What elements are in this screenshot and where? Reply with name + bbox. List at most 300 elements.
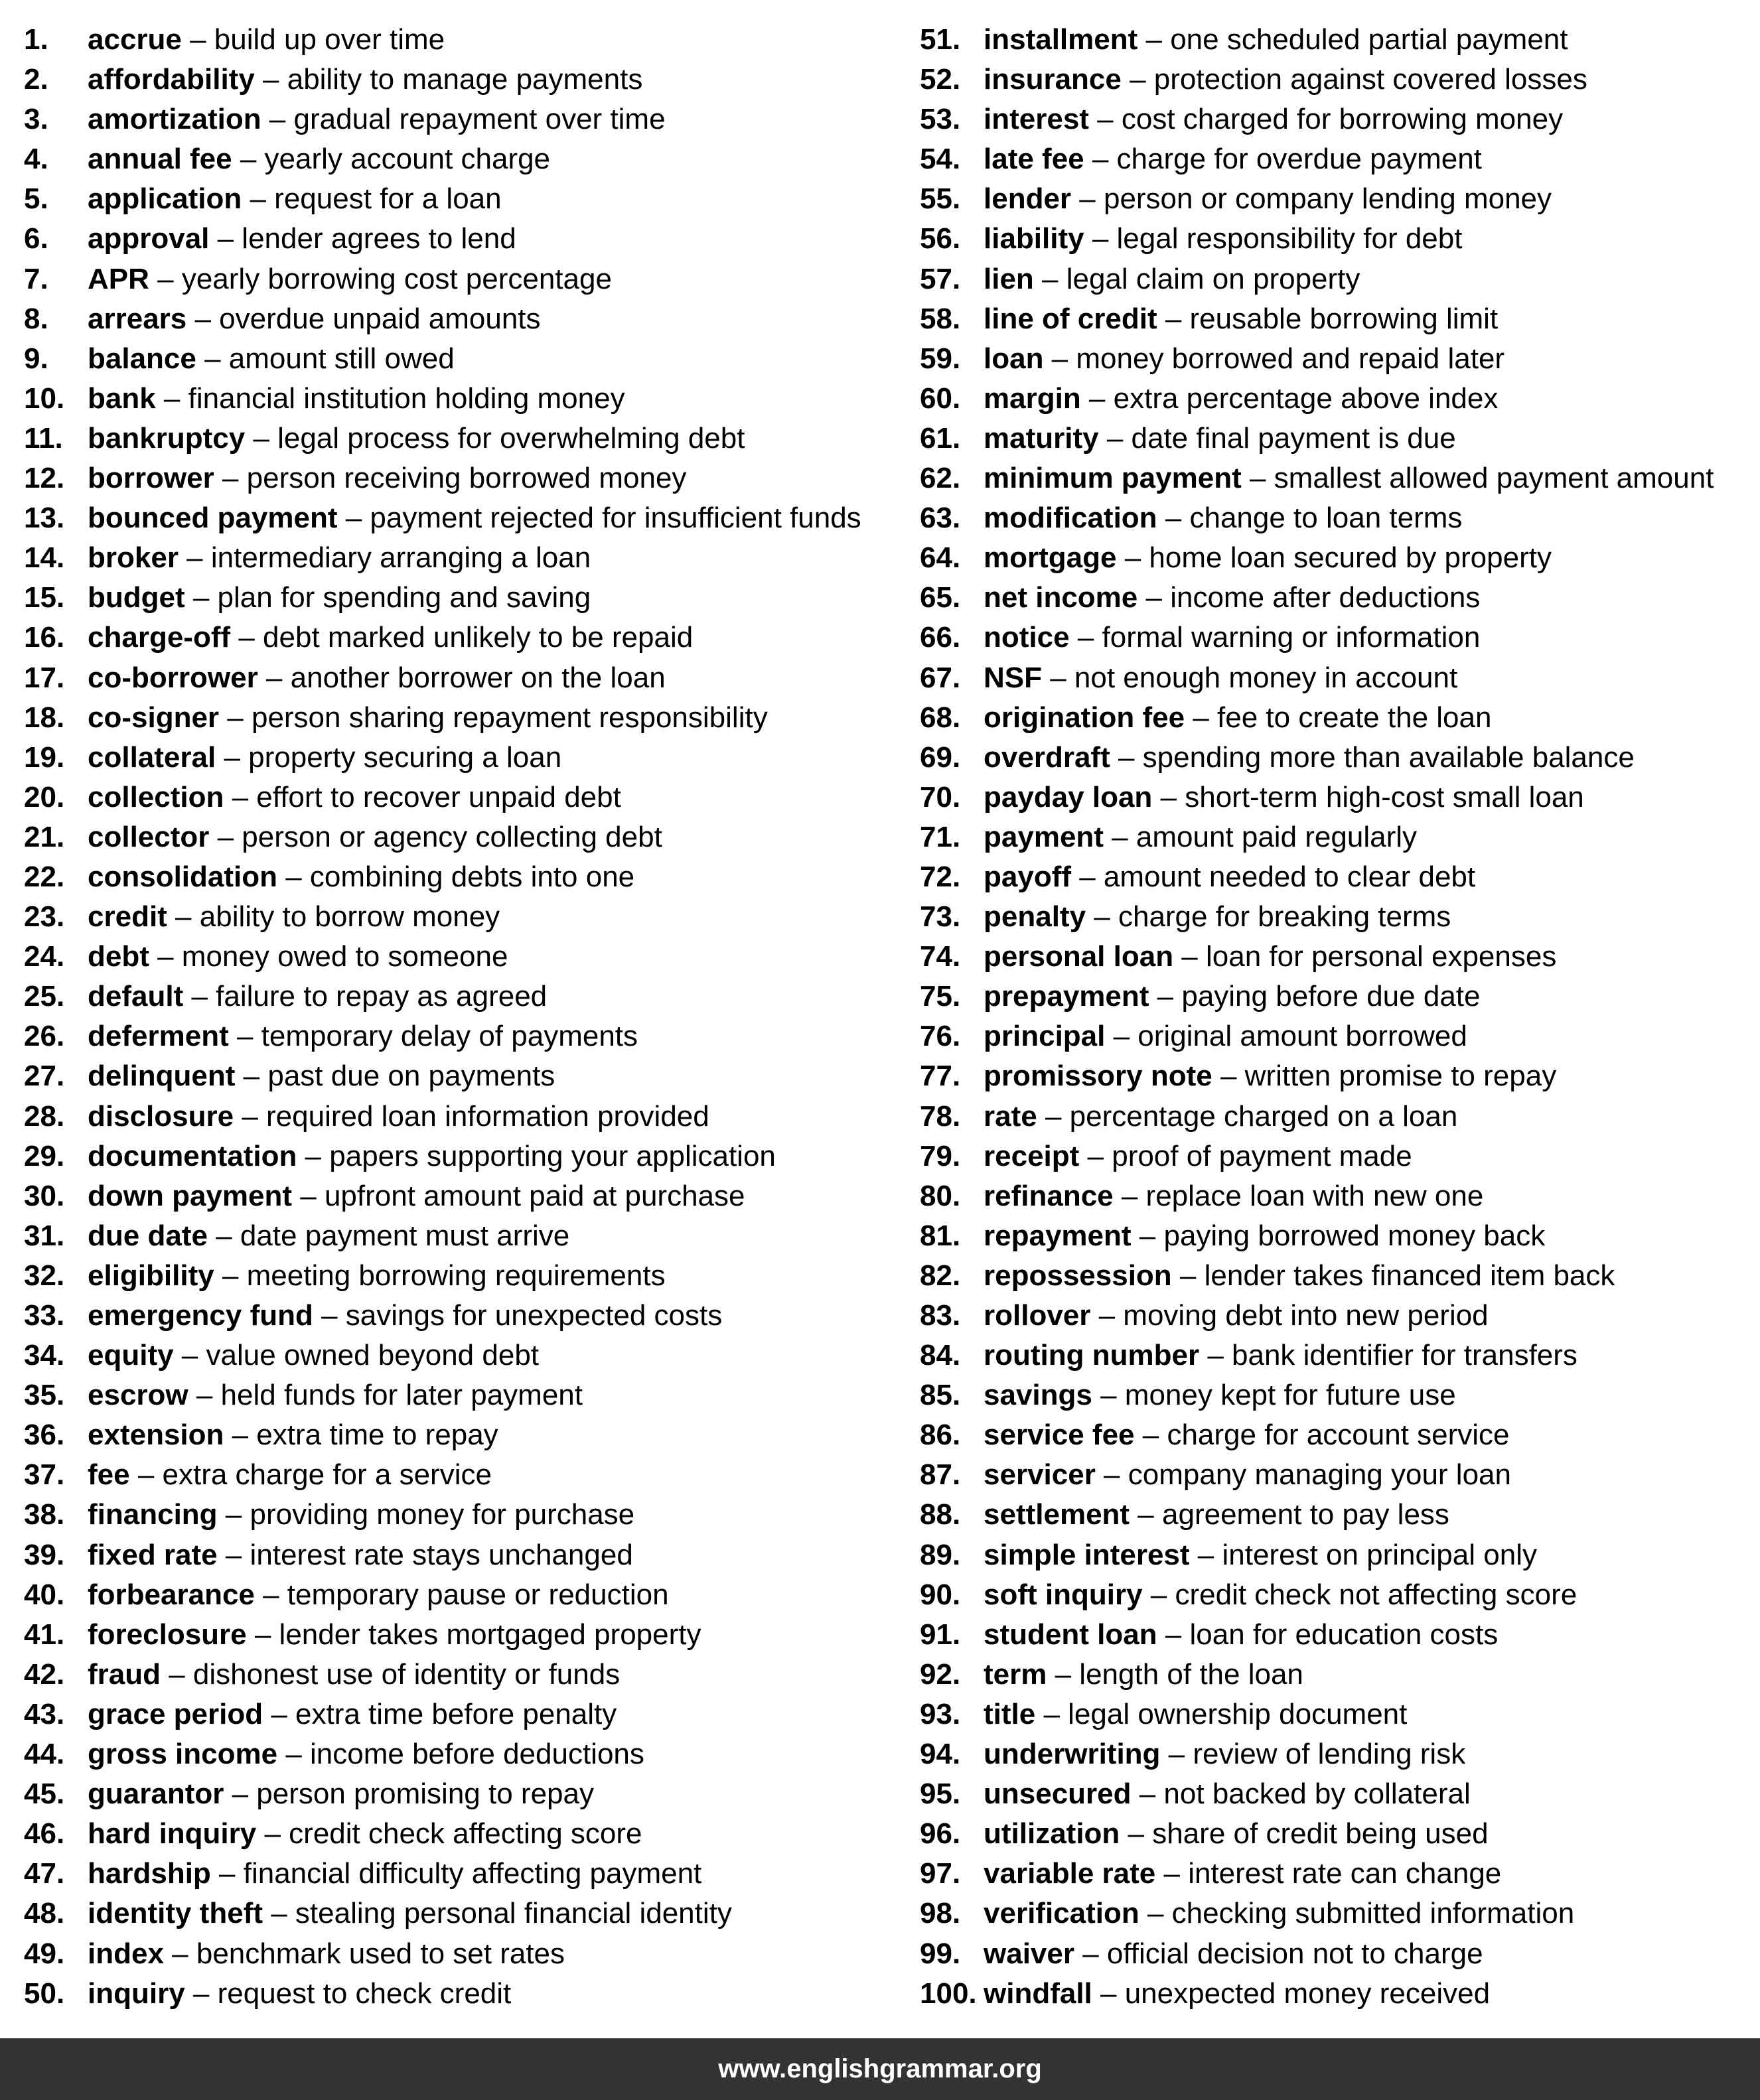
- item-term: title: [984, 1697, 1036, 1730]
- item-text: [984, 379, 1498, 419]
- item-text: [984, 419, 1456, 458]
- item-number: 88.: [920, 1498, 961, 1531]
- item-number: 61.: [920, 421, 961, 455]
- item-number: 43.: [24, 1697, 65, 1730]
- item-term: APR: [88, 262, 149, 295]
- list-item: [920, 1774, 1760, 1814]
- item-term: payoff: [984, 860, 1071, 893]
- item-definition: – unexpected money received: [1092, 1977, 1491, 2010]
- item-term: eligibility: [88, 1259, 214, 1292]
- list-item: [920, 259, 1760, 299]
- item-term: grace period: [88, 1697, 263, 1730]
- item-definition: – review of lending risk: [1160, 1738, 1466, 1771]
- item-term: overdraft: [984, 740, 1110, 774]
- item-definition: – debt marked unlikely to be repaid: [230, 621, 694, 654]
- item-number: 36.: [24, 1419, 65, 1452]
- item-term: soft inquiry: [984, 1578, 1143, 1611]
- item-definition: – protection against covered losses: [1121, 63, 1587, 96]
- item-term: arrears: [88, 302, 187, 335]
- item-text: [984, 1814, 1489, 1854]
- item-number: 37.: [24, 1458, 65, 1492]
- item-term: escrow: [88, 1379, 188, 1412]
- item-text: [984, 1455, 1511, 1495]
- item-term: disclosure: [88, 1099, 234, 1133]
- item-definition: – overdue unpaid amounts: [186, 302, 541, 335]
- item-definition: – person receiving borrowed money: [214, 462, 687, 495]
- item-text: [984, 618, 1480, 658]
- item-definition: – financial difficulty affecting payment: [210, 1857, 702, 1890]
- item-term: refinance: [984, 1179, 1114, 1212]
- item-text: [88, 1137, 776, 1176]
- item-number: 73.: [920, 900, 961, 934]
- item-term: waiver: [984, 1937, 1074, 1970]
- item-number: 35.: [24, 1379, 65, 1412]
- item-text: [984, 578, 1480, 618]
- item-number: 46.: [24, 1817, 65, 1851]
- item-term: simple interest: [984, 1538, 1190, 1571]
- item-term: promissory note: [984, 1060, 1212, 1093]
- list-item: [920, 1734, 1760, 1774]
- item-term: balance: [88, 342, 196, 375]
- item-number: 98.: [920, 1897, 961, 1930]
- item-number: 3.: [24, 103, 48, 136]
- list-item: [920, 1854, 1760, 1894]
- item-text: [984, 1734, 1465, 1774]
- item-number: 67.: [920, 661, 961, 694]
- item-number: 16.: [24, 621, 65, 654]
- item-term: index: [88, 1937, 164, 1970]
- item-text: [88, 698, 768, 738]
- item-term: rollover: [984, 1299, 1091, 1332]
- item-number: 96.: [920, 1817, 961, 1851]
- list-item: [24, 100, 904, 139]
- list-item: [920, 658, 1760, 698]
- item-text: [88, 1615, 701, 1655]
- item-term: broker: [88, 541, 179, 575]
- item-number: 26.: [24, 1020, 65, 1053]
- item-definition: – money owed to someone: [149, 940, 508, 973]
- item-definition: – combining debts into one: [277, 860, 635, 893]
- list-item: [24, 1894, 904, 1933]
- item-definition: – cost charged for borrowing money: [1088, 103, 1564, 136]
- item-number: 38.: [24, 1498, 65, 1531]
- item-definition: – money borrowed and repaid later: [1043, 342, 1505, 375]
- item-number: 22.: [24, 860, 65, 893]
- item-number: 91.: [920, 1618, 961, 1651]
- item-text: [984, 100, 1563, 139]
- item-text: [88, 1375, 583, 1415]
- item-text: [88, 20, 445, 60]
- item-term: emergency fund: [88, 1299, 313, 1332]
- list-item: [24, 1615, 904, 1655]
- item-text: [88, 578, 591, 618]
- list-item: [24, 1814, 904, 1854]
- list-item: [24, 1455, 904, 1495]
- item-definition: – length of the loan: [1047, 1657, 1303, 1691]
- item-term: service fee: [984, 1419, 1135, 1452]
- item-definition: – change to loan terms: [1157, 502, 1463, 535]
- item-number: 89.: [920, 1538, 961, 1571]
- item-number: 95.: [920, 1778, 961, 1811]
- list-item: [920, 1455, 1760, 1495]
- footer-url[interactable]: www.englishgrammar.org: [0, 2038, 1760, 2100]
- item-term: payment: [984, 820, 1104, 853]
- item-number: 74.: [920, 940, 961, 973]
- item-number: 6.: [24, 222, 48, 255]
- item-text: [984, 1655, 1303, 1695]
- item-text: [88, 60, 642, 100]
- item-definition: – effort to recover unpaid debt: [224, 780, 621, 813]
- item-text: [88, 1336, 539, 1375]
- item-number: 80.: [920, 1179, 961, 1212]
- item-number: 29.: [24, 1139, 65, 1172]
- list-item: [24, 977, 904, 1016]
- list-item: [920, 498, 1760, 538]
- item-text: [88, 1695, 617, 1734]
- item-number: 11.: [24, 421, 63, 455]
- item-definition: – plan for spending and saving: [184, 581, 591, 614]
- list-item: [24, 299, 904, 339]
- item-text: [88, 1894, 732, 1933]
- item-term: budget: [88, 581, 185, 614]
- item-definition: – dishonest use of identity or funds: [161, 1657, 621, 1691]
- item-definition: – official decision not to charge: [1074, 1937, 1483, 1970]
- item-number: 82.: [920, 1259, 961, 1292]
- item-number: 70.: [920, 780, 961, 813]
- item-number: 69.: [920, 740, 961, 774]
- item-number: 90.: [920, 1578, 961, 1611]
- item-definition: – intermediary arranging a loan: [178, 541, 591, 575]
- list-item: [920, 857, 1760, 897]
- item-number: 68.: [920, 701, 961, 734]
- item-definition: – agreement to pay less: [1130, 1498, 1449, 1531]
- list-item: [24, 1495, 904, 1535]
- list-item: [24, 1575, 904, 1615]
- item-term: utilization: [984, 1817, 1120, 1851]
- item-text: [88, 1974, 511, 2014]
- list-item: [24, 1734, 904, 1774]
- item-number: 53.: [920, 103, 961, 136]
- item-text: [984, 658, 1457, 698]
- item-term: hard inquiry: [88, 1817, 257, 1851]
- item-definition: – legal responsibility for debt: [1084, 222, 1463, 255]
- item-definition: – meeting borrowing requirements: [214, 1259, 666, 1292]
- item-text: [984, 60, 1587, 100]
- list-item: [920, 1974, 1760, 2014]
- item-term: amortization: [88, 103, 261, 136]
- item-number: 15.: [24, 581, 65, 614]
- item-text: [88, 1575, 669, 1615]
- list-item: [920, 1655, 1760, 1695]
- list-item: [920, 738, 1760, 778]
- item-definition: – payment rejected for insufficient funds: [337, 502, 861, 535]
- item-number: 64.: [920, 541, 961, 575]
- item-definition: – person promising to repay: [224, 1778, 594, 1811]
- item-number: 66.: [920, 621, 961, 654]
- item-term: principal: [984, 1020, 1106, 1053]
- item-definition: – legal claim on property: [1033, 262, 1360, 295]
- item-term: penalty: [984, 900, 1086, 934]
- list-item: [920, 937, 1760, 977]
- item-number: 54.: [920, 143, 961, 176]
- item-text: [984, 1575, 1577, 1615]
- item-term: deferment: [88, 1020, 229, 1053]
- item-term: net income: [984, 581, 1138, 614]
- item-text: [984, 179, 1552, 219]
- item-number: 10.: [24, 382, 65, 415]
- list-item: [24, 458, 904, 498]
- item-definition: – interest rate stays unchanged: [217, 1538, 633, 1571]
- list-item: [920, 897, 1760, 937]
- item-text: [88, 937, 508, 977]
- item-term: collector: [88, 820, 210, 853]
- list-item: [920, 299, 1760, 339]
- item-term: extension: [88, 1419, 224, 1452]
- item-definition: – ability to borrow money: [167, 900, 500, 934]
- item-text: [88, 1056, 555, 1096]
- item-term: delinquent: [88, 1060, 236, 1093]
- item-definition: – formal warning or information: [1069, 621, 1481, 654]
- item-number: 42.: [24, 1657, 65, 1691]
- item-definition: – income after deductions: [1137, 581, 1481, 614]
- item-definition: – person or company lending money: [1071, 182, 1552, 216]
- item-term: credit: [88, 900, 167, 934]
- item-term: charge-off: [88, 621, 231, 654]
- list-item: [920, 1894, 1760, 1933]
- list-item: [920, 618, 1760, 658]
- item-definition: – checking submitted information: [1139, 1897, 1575, 1930]
- item-term: repayment: [984, 1219, 1132, 1252]
- item-text: [984, 1016, 1467, 1056]
- list-item: [24, 778, 904, 817]
- item-definition: – lender agrees to lend: [209, 222, 516, 255]
- item-definition: – income before deductions: [277, 1738, 644, 1771]
- list-item: [920, 698, 1760, 738]
- item-number: 58.: [920, 302, 961, 335]
- list-item: [920, 977, 1760, 1016]
- item-number: 99.: [920, 1937, 961, 1970]
- list-item: [24, 379, 904, 419]
- item-text: [88, 857, 634, 897]
- glossary-column-left: [24, 20, 904, 2014]
- item-term: insurance: [984, 63, 1122, 96]
- list-item: [24, 897, 904, 937]
- list-item: [24, 1375, 904, 1415]
- item-text: [984, 1894, 1574, 1933]
- item-text: [984, 458, 1714, 498]
- item-definition: – company managing your loan: [1095, 1458, 1511, 1492]
- item-definition: – yearly account charge: [232, 143, 551, 176]
- item-definition: – failure to repay as agreed: [183, 980, 548, 1013]
- list-item: [24, 1216, 904, 1256]
- item-term: collection: [88, 780, 224, 813]
- item-number: 30.: [24, 1179, 65, 1212]
- item-text: [88, 778, 621, 817]
- item-term: underwriting: [984, 1738, 1161, 1771]
- list-item: [920, 139, 1760, 179]
- item-number: 60.: [920, 382, 961, 415]
- item-term: lien: [984, 262, 1034, 295]
- list-item: [24, 1974, 904, 2014]
- item-definition: – stealing personal financial identity: [262, 1897, 732, 1930]
- item-definition: – value owned beyond debt: [173, 1339, 540, 1372]
- item-text: [88, 618, 693, 658]
- item-text: [88, 100, 666, 139]
- item-text: [984, 339, 1504, 379]
- item-term: routing number: [984, 1339, 1200, 1372]
- list-item: [920, 339, 1760, 379]
- item-number: 2.: [24, 63, 48, 96]
- item-text: [88, 259, 612, 299]
- item-number: 21.: [24, 820, 65, 853]
- item-term: liability: [984, 222, 1084, 255]
- item-definition: – home loan secured by property: [1116, 541, 1552, 575]
- item-definition: – money kept for future use: [1092, 1379, 1456, 1412]
- item-number: 81.: [920, 1219, 961, 1252]
- item-term: consolidation: [88, 860, 277, 893]
- item-number: 39.: [24, 1538, 65, 1571]
- list-item: [920, 60, 1760, 100]
- item-definition: – extra percentage above index: [1080, 382, 1499, 415]
- item-number: 84.: [920, 1339, 961, 1372]
- item-text: [984, 259, 1360, 299]
- item-number: 17.: [24, 661, 65, 694]
- item-term: financing: [88, 1498, 218, 1531]
- item-text: [88, 1455, 492, 1495]
- item-term: unsecured: [984, 1778, 1132, 1811]
- item-term: fraud: [88, 1657, 161, 1691]
- item-text: [984, 1695, 1407, 1734]
- list-item: [24, 1934, 904, 1974]
- item-definition: – short-term high-cost small loan: [1152, 780, 1584, 813]
- item-text: [984, 857, 1475, 897]
- item-term: payday loan: [984, 780, 1153, 813]
- item-definition: – charge for overdue payment: [1084, 143, 1482, 176]
- item-number: 31.: [24, 1219, 65, 1252]
- item-text: [984, 937, 1556, 977]
- list-item: [920, 1016, 1760, 1056]
- list-item: [920, 219, 1760, 259]
- item-definition: – loan for education costs: [1157, 1618, 1499, 1651]
- item-text: [88, 1256, 666, 1296]
- list-item: [920, 458, 1760, 498]
- item-text: [88, 1734, 644, 1774]
- item-number: 41.: [24, 1618, 65, 1651]
- item-number: 28.: [24, 1099, 65, 1133]
- list-item: [920, 817, 1760, 857]
- item-text: [88, 1774, 594, 1814]
- item-number: 12.: [24, 462, 65, 495]
- item-definition: – not backed by collateral: [1131, 1778, 1471, 1811]
- item-definition: – upfront amount paid at purchase: [292, 1179, 745, 1212]
- item-number: 20.: [24, 780, 65, 813]
- item-number: 76.: [920, 1020, 961, 1053]
- item-definition: – required loan information provided: [234, 1099, 709, 1133]
- item-definition: – fee to create the loan: [1185, 701, 1492, 734]
- item-number: 52.: [920, 63, 961, 96]
- list-item: [24, 1336, 904, 1375]
- list-item: [920, 1296, 1760, 1336]
- item-text: [984, 20, 1568, 60]
- item-number: 40.: [24, 1578, 65, 1611]
- item-text: [984, 1336, 1577, 1375]
- item-text: [88, 538, 591, 578]
- item-number: 78.: [920, 1099, 961, 1133]
- list-item: [24, 20, 904, 60]
- item-text: [88, 219, 516, 259]
- item-text: [88, 977, 547, 1016]
- item-term: verification: [984, 1897, 1139, 1930]
- item-definition: – legal ownership document: [1035, 1697, 1408, 1730]
- item-number: 62.: [920, 462, 961, 495]
- item-number: 51.: [920, 23, 961, 56]
- item-definition: – extra time before penalty: [263, 1697, 617, 1730]
- list-item: [920, 1216, 1760, 1256]
- item-number: 8.: [24, 302, 48, 335]
- list-item: [920, 578, 1760, 618]
- list-item: [24, 139, 904, 179]
- item-text: [984, 977, 1480, 1016]
- list-item: [920, 1814, 1760, 1854]
- item-text: [88, 1097, 709, 1137]
- item-term: savings: [984, 1379, 1092, 1412]
- item-number: 49.: [24, 1937, 65, 1970]
- item-text: [88, 1655, 620, 1695]
- item-definition: – person sharing repayment responsibility: [219, 701, 768, 734]
- item-definition: – extra time to repay: [224, 1419, 498, 1452]
- item-text: [984, 1056, 1556, 1096]
- list-item: [920, 1375, 1760, 1415]
- item-text: [984, 538, 1552, 578]
- item-text: [984, 1854, 1501, 1894]
- item-definition: – temporary pause or reduction: [254, 1578, 669, 1611]
- list-item: [920, 1137, 1760, 1176]
- item-term: debt: [88, 940, 149, 973]
- list-item: [920, 379, 1760, 419]
- item-text: [88, 458, 686, 498]
- item-definition: – property securing a loan: [216, 740, 562, 774]
- item-term: bounced payment: [88, 502, 338, 535]
- item-number: 72.: [920, 860, 961, 893]
- item-definition: – another borrower on the loan: [257, 661, 666, 694]
- list-item: [920, 1495, 1760, 1535]
- item-term: bank: [88, 382, 156, 415]
- item-definition: – legal process for overwhelming debt: [245, 421, 745, 455]
- list-item: [24, 1056, 904, 1096]
- list-item: [24, 1854, 904, 1894]
- item-number: 57.: [920, 262, 961, 295]
- item-definition: – person or agency collecting debt: [209, 820, 662, 853]
- item-number: 50.: [24, 1977, 65, 2010]
- item-number: 75.: [920, 980, 961, 1013]
- item-number: 32.: [24, 1259, 65, 1292]
- list-item: [24, 1535, 904, 1575]
- item-text: [88, 1296, 722, 1336]
- item-term: bankruptcy: [88, 421, 246, 455]
- item-text: [984, 1495, 1449, 1535]
- list-item: [24, 698, 904, 738]
- item-definition: – paying before due date: [1149, 980, 1481, 1013]
- item-number: 13.: [24, 502, 65, 535]
- item-term: down payment: [88, 1179, 293, 1212]
- item-term: borrower: [88, 462, 214, 495]
- list-item: [920, 1615, 1760, 1655]
- list-item: [24, 578, 904, 618]
- item-term: co-borrower: [88, 661, 258, 694]
- list-item: [24, 1016, 904, 1056]
- list-item: [24, 1097, 904, 1137]
- item-term: co-signer: [88, 701, 220, 734]
